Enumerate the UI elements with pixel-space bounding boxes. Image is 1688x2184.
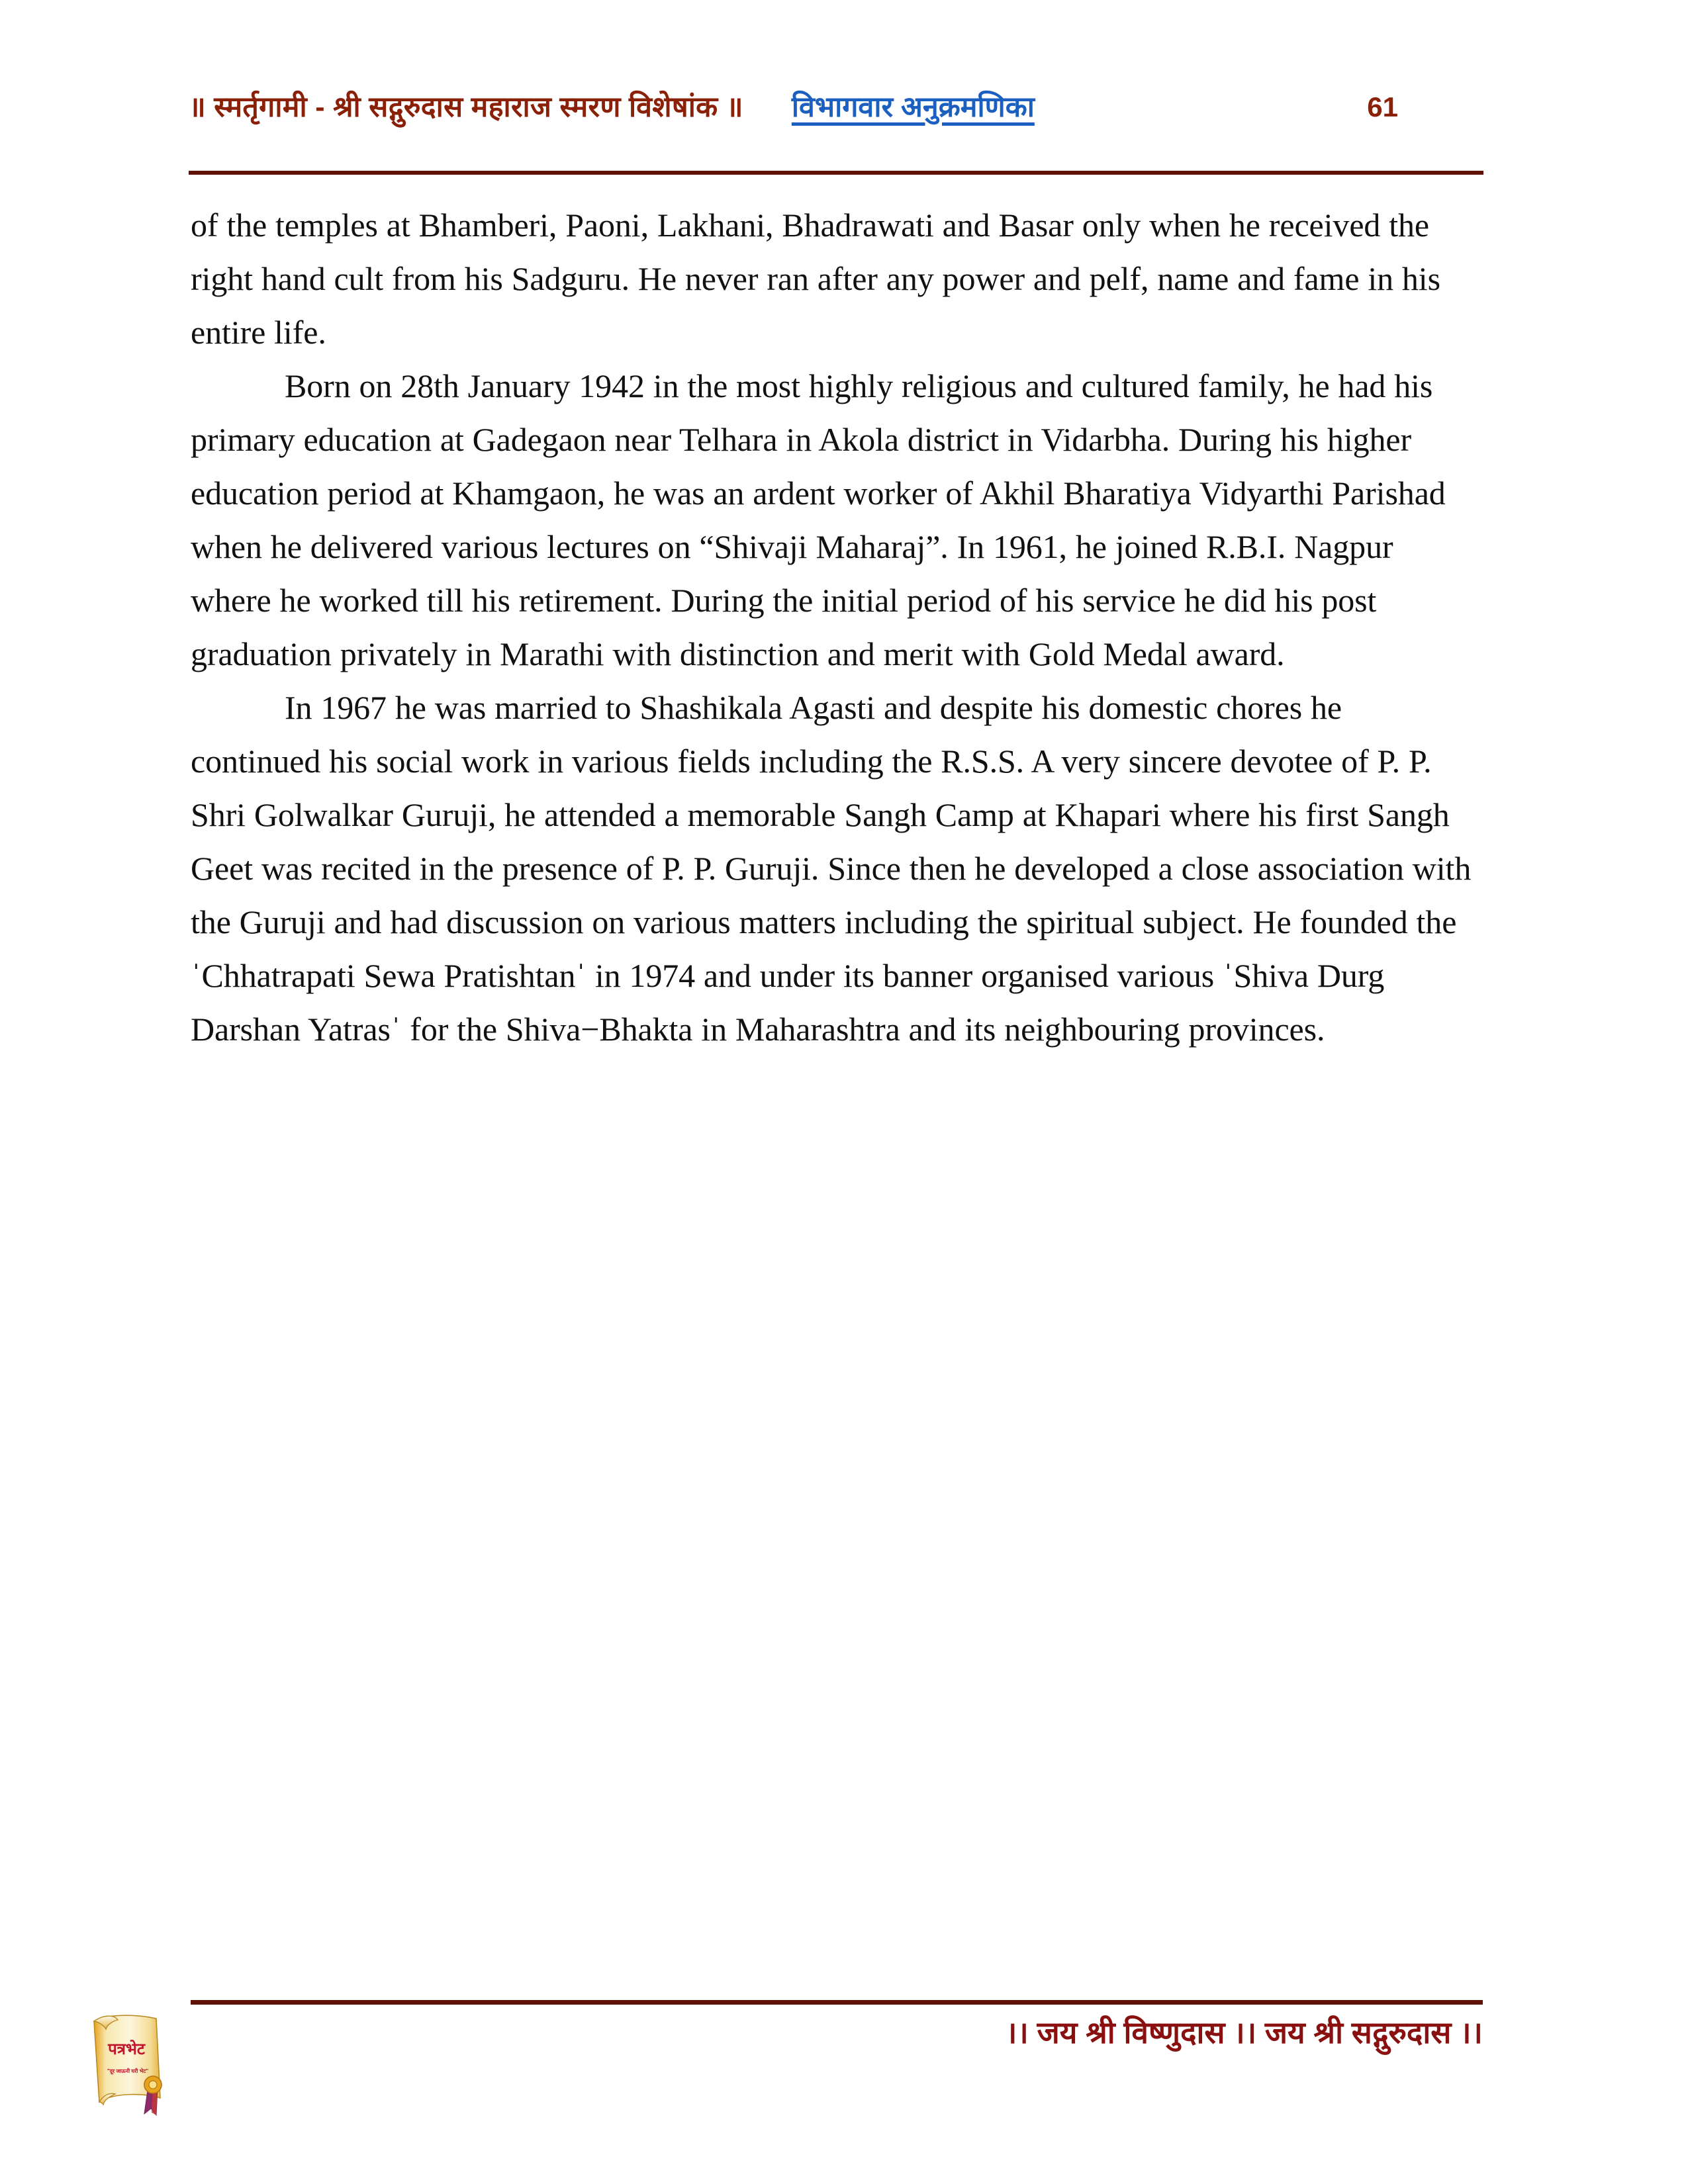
logo-tagline-text: "दूर जाऊनी घरी भेट" [107,2068,149,2074]
header-divider-rule [189,171,1483,175]
footer-blessing: ।। जय श्री विष्णुदास ।। जय श्री सद्गुरुदास ।। [1006,2015,1483,2050]
section-index-link[interactable]: विभागवार अनुक्रमणिका [791,91,1035,123]
paragraph: of the temples at Bhamberi, Paoni, Lakhani, Bhadrawati and Basar only when he received the right hand cult from his Sadguru. He never ran after any power and pelf, name and fame in his entire life. [191,206,1440,351]
page-header [189,93,1483,162]
paragraph: In 1967 he was married to Shashikala Agasti and despite his domestic chores he continued his social work in various fields including the R.S.S. A very sincere devotee of P. P. Shri Golwalkar Guruji, he attended a memorable Sangh Camp at Khapari where his first Sangh Geet was recited in the presence of P. P. Guruji. Since then he developed a close association with the Guruji and had discussion on various matters including the spiritual subject. He founded the ˈChhatrapati Sewa Pratishtanˈ in 1974 and under its banner organised various ˈShiva Durg Darshan Yatrasˈ for the Shiva−Bhakta in Maharashtra and its neighbouring provinces. [191,689,1472,1048]
footer-divider-rule [191,2000,1483,2005]
paragraph: Born on 28th January 1942 in the most highly religious and cultured family, he had his primary education at Gadegaon near Telhara in Akola district in Vidarbha. During his higher education period at Khamgaon, he was an ardent worker of Akhil Bharatiya Vidyarthi Parishad when he delivered various lectures on “Shivaji Maharaj”. In 1961, he joined R.B.I. Nagpur where he worked till his retirement. During the initial period of his service he did his post graduation privately in Marathi with distinction and merit with Gold Medal award. [191,367,1446,672]
logo-title-text: पत्रभेट [108,2040,145,2058]
page-header-title: ॥ स्मर्तृगामी - श्री सद्गुरुदास महाराज स्मरण विशेषांक ॥ [189,91,743,123]
scroll-icon [74,2007,175,2120]
patrabhet-scroll-logo[interactable] [74,2007,175,2120]
body-text-column [191,199,1472,1056]
page-number: 61 [1367,91,1398,122]
